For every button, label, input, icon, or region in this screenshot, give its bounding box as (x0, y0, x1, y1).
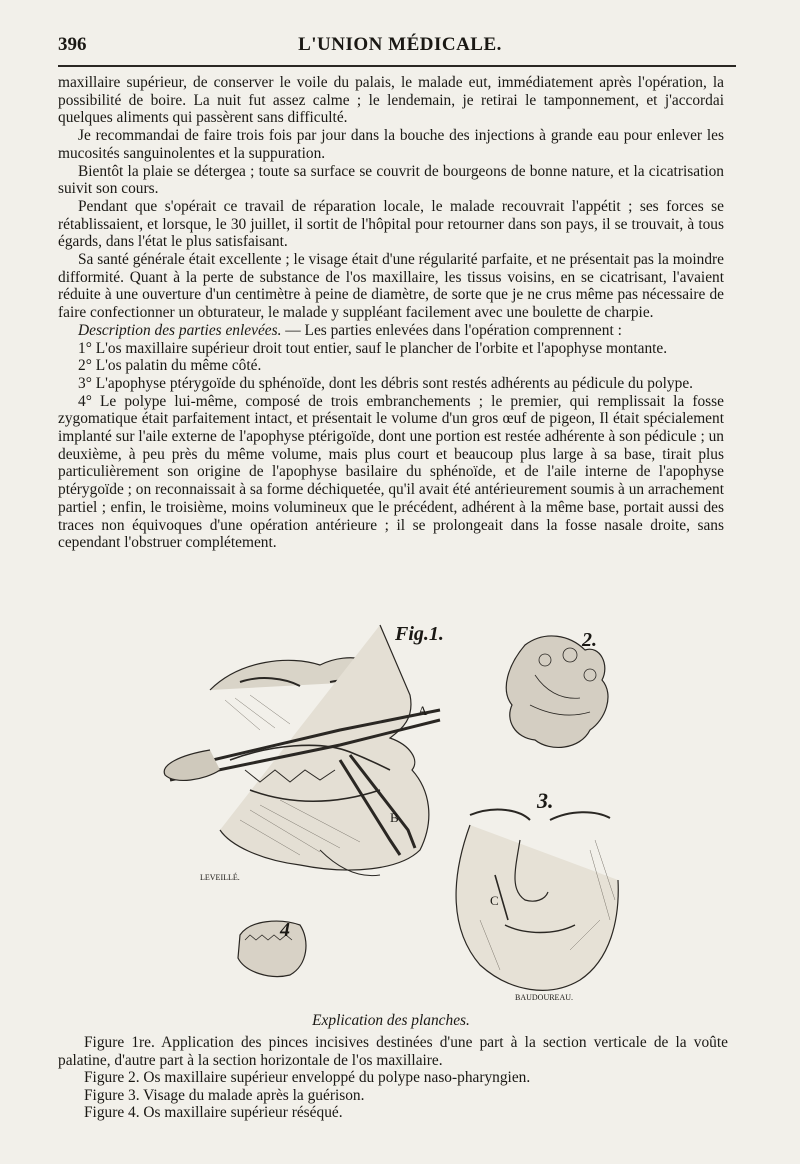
figure-2-label: 2. (582, 629, 597, 651)
paragraph: maxillaire supérieur, de conserver le voile du palais, le malade eut, immédiatement après l'opération, la possibilité de boire. La nuit fut assez calme ; le lendemain, je retirai le tamponnement, et j'accordai quelques aliments qui passèrent sans difficulté. (58, 74, 724, 127)
figure-1-illustration (164, 625, 440, 876)
paragraph: Bientôt la plaie se détergea ; toute sa surface se couvrit de bourgeons de bonne nature, et la cicatrisation suivit son cours. (58, 162, 724, 198)
caption-line: Figure 3. Visage du malade après la guérison. (84, 1086, 365, 1104)
caption-title: Explication des planches. (312, 1012, 470, 1029)
list-item: 1° L'os maxillaire supérieur droit tout entier, sauf le plancher de l'orbite et l'apophyse montante. (78, 339, 668, 357)
body-text (58, 74, 724, 552)
description-text: — Les parties enlevées dans l'opération comprennent : (281, 321, 622, 339)
page-header (58, 30, 742, 56)
header-rule (58, 65, 736, 67)
figure-1-label: Fig.1. (395, 623, 444, 645)
label-A: A (418, 703, 428, 718)
caption-line: Figure 4. Os maxillaire supérieur réséqué. (84, 1104, 343, 1121)
figure-3-illustration (456, 810, 618, 991)
caption-line: Figure 1re. Application des pinces incisives destinées d'une part à la section verticale de la voûte palatine, d'autre part à la section horizontale de l'os maxillaire. (58, 1034, 728, 1069)
paragraph: Je recommandai de faire trois fois par jour dans la bouche des injections à grande eau pour enlever les mucosités sanguinolentes et la suppuration. (58, 127, 724, 162)
label-B: B (390, 810, 399, 825)
list-item: 4° Le polype lui-même, composé de trois embranchements ; le premier, qui remplissait la fosse zygomatique était parfaitement intact, et présentait le volume d'un gros œuf de pigeon, Il était spécialement implanté sur l'aile externe de l'apophyse ptérigoïde, dont une portion est restée adhérente à son pédicule ; un deuxième, à peu près du même volume, mais plus court et beaucoup plus large à sa base, tirait plus particulièrement son origine de l'apophyse basilaire du sphénoïde, et de l'aile interne de l'apophyse ptérygoïde ; on reconnaissait à sa forme déchiquetée, qu'il avait été antérieurement soumis à un arrachement partiel ; enfin, le troisième, moins volumineux que le précédent, adhérent à la même base, portait aussi des traces non équivoques d'une opération antérieure ; il se prolongeait dans la fosse nasale droite, sans cependant l'obstruer complétement. (58, 392, 725, 552)
figure-4-label: 4 (280, 919, 290, 941)
figure-3-label: 3. (537, 788, 554, 813)
paragraph: Pendant que s'opérait ce travail de réparation locale, le malade recouvrait l'appétit ; ses forces se rétablissaient, et lorsque, le 30 juillet, il sortit de l'hôpital pour retourner dans son pays, il se trouvait, à tous égards, dans l'état le plus satisfaisant. (58, 197, 724, 251)
list-item: 3° L'apophyse ptérygoïde du sphénoïde, dont les débris sont restés adhérents au pédicule du polype. (78, 374, 694, 392)
engraver-right: BAUDOUREAU. (515, 993, 573, 1002)
captions (58, 1034, 728, 1122)
description-paragraph (58, 322, 724, 340)
paragraph: Sa santé générale était excellente ; le visage était d'une régularité parfaite, et ne présentait pas la moindre difformité. Quant à la perte de substance de l'os maxillaire, les tissus voisins, en se cicatrisant, l'avaient réduite à une ouverture d'un centimètre à peine de diamètre, de sorte que je ne crus même pas nécessaire de faire confectionner un obturateur, le malade y suppléant facilement avec une boulette de charpie. (58, 251, 724, 322)
running-title: L'UNION MÉDICALE. (298, 34, 502, 55)
list-item: 2° L'os palatin du même côté. (78, 357, 262, 375)
label-C: C (490, 893, 499, 908)
engraver-left: LEVEILLÉ. (200, 873, 240, 882)
figure-2-illustration (506, 636, 608, 747)
figure-4-illustration (238, 921, 306, 976)
engraving-plate (150, 620, 740, 1010)
page-number: 396 (58, 34, 87, 55)
caption-line: Figure 2. Os maxillaire supérieur enveloppé du polype naso-pharyngien. (84, 1069, 531, 1086)
description-label: Description des parties enlevées. (78, 321, 282, 339)
